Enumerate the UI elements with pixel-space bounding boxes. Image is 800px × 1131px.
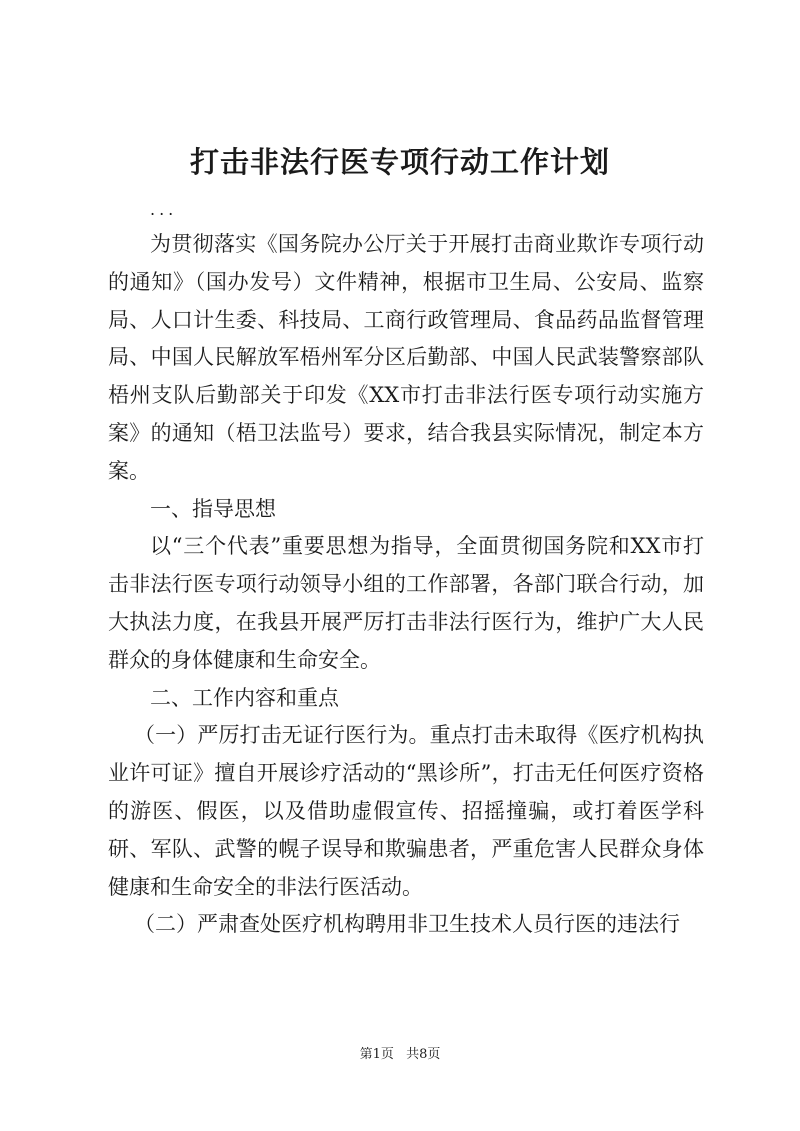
work-item-2-paragraph: （二）严肃查处医疗机构聘用非卫生技术人员行医的违法行 <box>134 912 680 937</box>
page-number: 第1页 <box>359 1047 394 1062</box>
guiding-ideology-paragraph: 以“三个代表”重要思想为指导，全面贯彻国务院和XX市打击非法行医专项行动领导小组的工作部署，各部门联合行动，加大执法力度，在我县开展严厉打击非法行医行为，维护广大人民群众的身体健康和生命安全。 <box>108 534 704 672</box>
section-heading-work-content: 二、工作内容和重点 <box>150 685 339 710</box>
ellipsis-marker: ... <box>150 200 178 219</box>
intro-paragraph: 为贯彻落实《国务院办公厅关于开展打击商业欺诈专项行动的通知》（国办发号）文件精神，根据市卫生局、公安局、监察局、人口计生委、科技局、工商行政管理局、食品药品监督管理局、中国人民解放军梧州军分区后勤部、中国人民武装警察部队梧州支队后勤部关于印发《XX市打击非法行医专项行动实施方案》的通知（梧卫法监号）要求，结合我县实际情况，制定本方案。 <box>108 232 704 483</box>
document-body <box>108 226 704 944</box>
section-heading-guiding-ideology: 一、指导思想 <box>150 496 276 521</box>
page-footer <box>0 1046 800 1064</box>
page-total: 共8页 <box>406 1047 441 1062</box>
document-title: 打击非法行医专项行动工作计划 <box>189 145 610 179</box>
work-item-1-paragraph: （一）严厉打击无证行医行为。重点打击未取得《医疗机构执业许可证》擅自开展诊疗活动的“黑诊所”，打击无任何医疗资格的游医、假医，以及借助虚假宣传、招摇撞骗，或打着医学科研、军队、武警的幌子误导和欺骗患者，严重危害人民群众身体健康和生命安全的非法行医活动。 <box>108 723 704 899</box>
